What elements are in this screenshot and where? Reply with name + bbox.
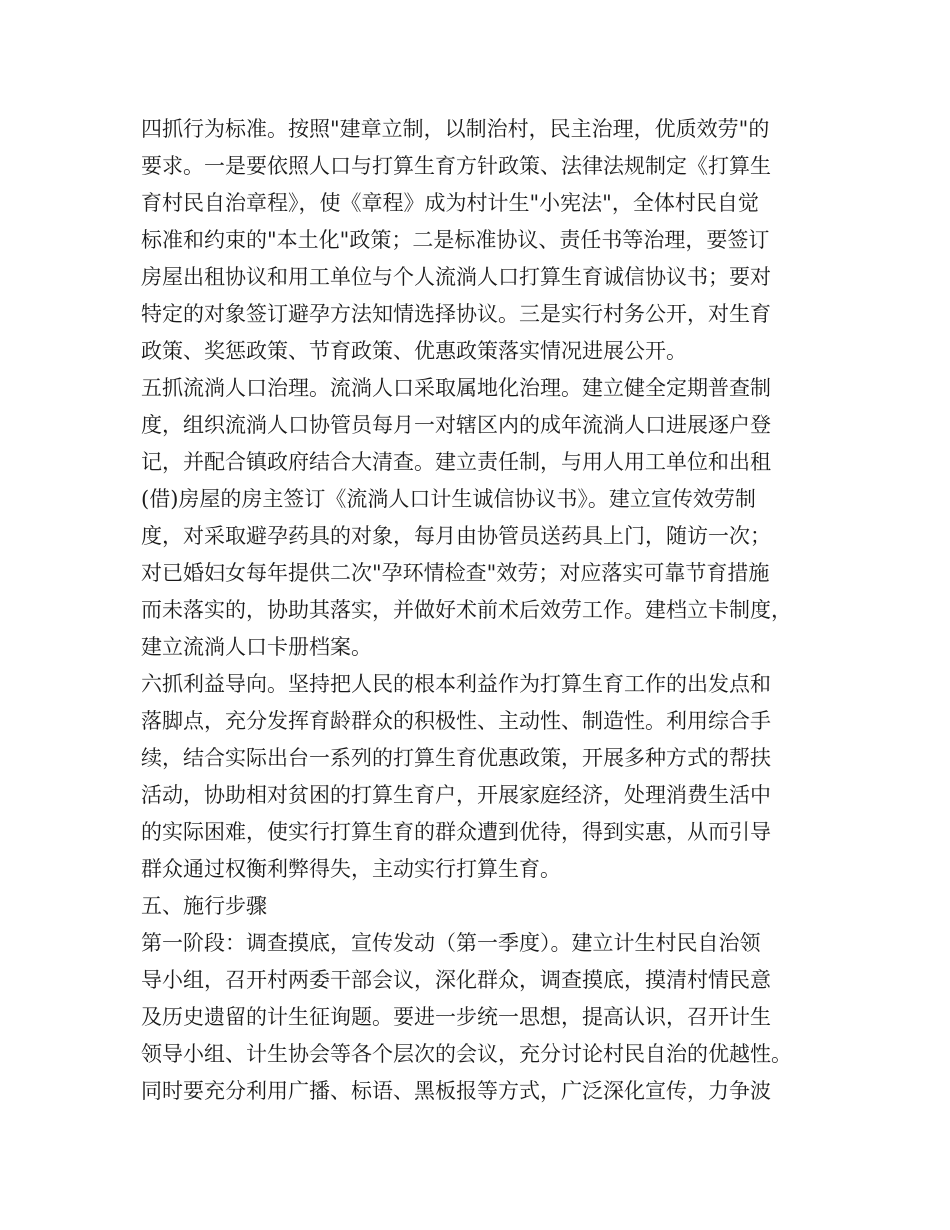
section-heading: 五、施行步骤 (141, 894, 267, 918)
text-line: 第一阶段：调查摸底，宣传发动（第一季度）。建立计生村民自治领 (141, 931, 761, 955)
text-line: 标准和约束的"本土化"政策；二是标准协议、责任书等治理，要签订 (141, 228, 770, 252)
text-line: 对已婚妇女每年提供二次"孕环情检查"效劳；对应落实可靠节育措施 (141, 561, 770, 585)
text-line: 的实际困难，使实行打算生育的群众遭到优待，得到实惠，从而引导 (141, 820, 771, 844)
text-line: 度，组织流淌人口协管员每月一对辖区内的成年流淌人口进展逐户登 (141, 413, 771, 437)
text-line: 六抓利益导向。坚持把人民的根本利益作为打算生育工作的出发点和 (141, 672, 771, 696)
text-line: 群众通过权衡利弊得失，主动实行打算生育。 (141, 857, 561, 881)
document-body (141, 111, 821, 1110)
text-line: 落脚点，充分发挥育龄群众的积极性、主动性、制造性。利用综合手 (141, 709, 771, 733)
text-line: 度，对采取避孕药具的对象，每月由协管员送药具上门，随访一次； (141, 524, 771, 548)
text-line: 育村民自治章程》，使《章程》成为村计生"小宪法"，全体村民自觉 (141, 191, 759, 215)
text-line: 导小组，召开村两委干部会议，深化群众，调查摸底，摸清村情民意 (141, 968, 771, 992)
text-line: 续，结合实际出台一系列的打算生育优惠政策，开展多种方式的帮扶 (141, 746, 771, 770)
text-line: (借)房屋的房主签订《流淌人口计生诚信协议书》。建立宣传效劳制 (141, 487, 756, 511)
text-line: 五抓流淌人口治理。流淌人口采取属地化治理。建立健全定期普查制 (141, 376, 771, 400)
text-line: 及历史遗留的计生征询题。要进一步统一思想，提高认识，召开计生 (141, 1005, 771, 1029)
text-line: 建立流淌人口卡册档案。 (141, 635, 372, 659)
text-line: 活动，协助相对贫困的打算生育户，开展家庭经济，处理消费生活中 (141, 783, 771, 807)
text-line: 四抓行为标准。按照"建章立制，以制治村，民主治理，优质效劳"的 (141, 117, 770, 141)
text-line: 而未落实的，协助其落实，并做好术前术后效劳工作。建档立卡制度， (141, 598, 792, 622)
text-line: 要求。一是要依照人口与打算生育方针政策、法律法规制定《打算生 (141, 154, 771, 178)
text-line: 房屋出租协议和用工单位与个人流淌人口打算生育诚信协议书；要对 (141, 265, 771, 289)
text-line: 领导小组、计生协会等各个层次的会议，充分讨论村民自治的优越性。 (141, 1042, 792, 1066)
text-line: 记，并配合镇政府结合大清查。建立责任制，与用人用工单位和出租 (141, 450, 771, 474)
text-line: 特定的对象签订避孕方法知情选择协议。三是实行村务公开，对生育 (141, 302, 771, 326)
text-line: 同时要充分利用广播、标语、黑板报等方式，广泛深化宣传，力争波 (141, 1079, 771, 1103)
text-line: 政策、奖惩政策、节育政策、优惠政策落实情况进展公开。 (141, 339, 687, 363)
